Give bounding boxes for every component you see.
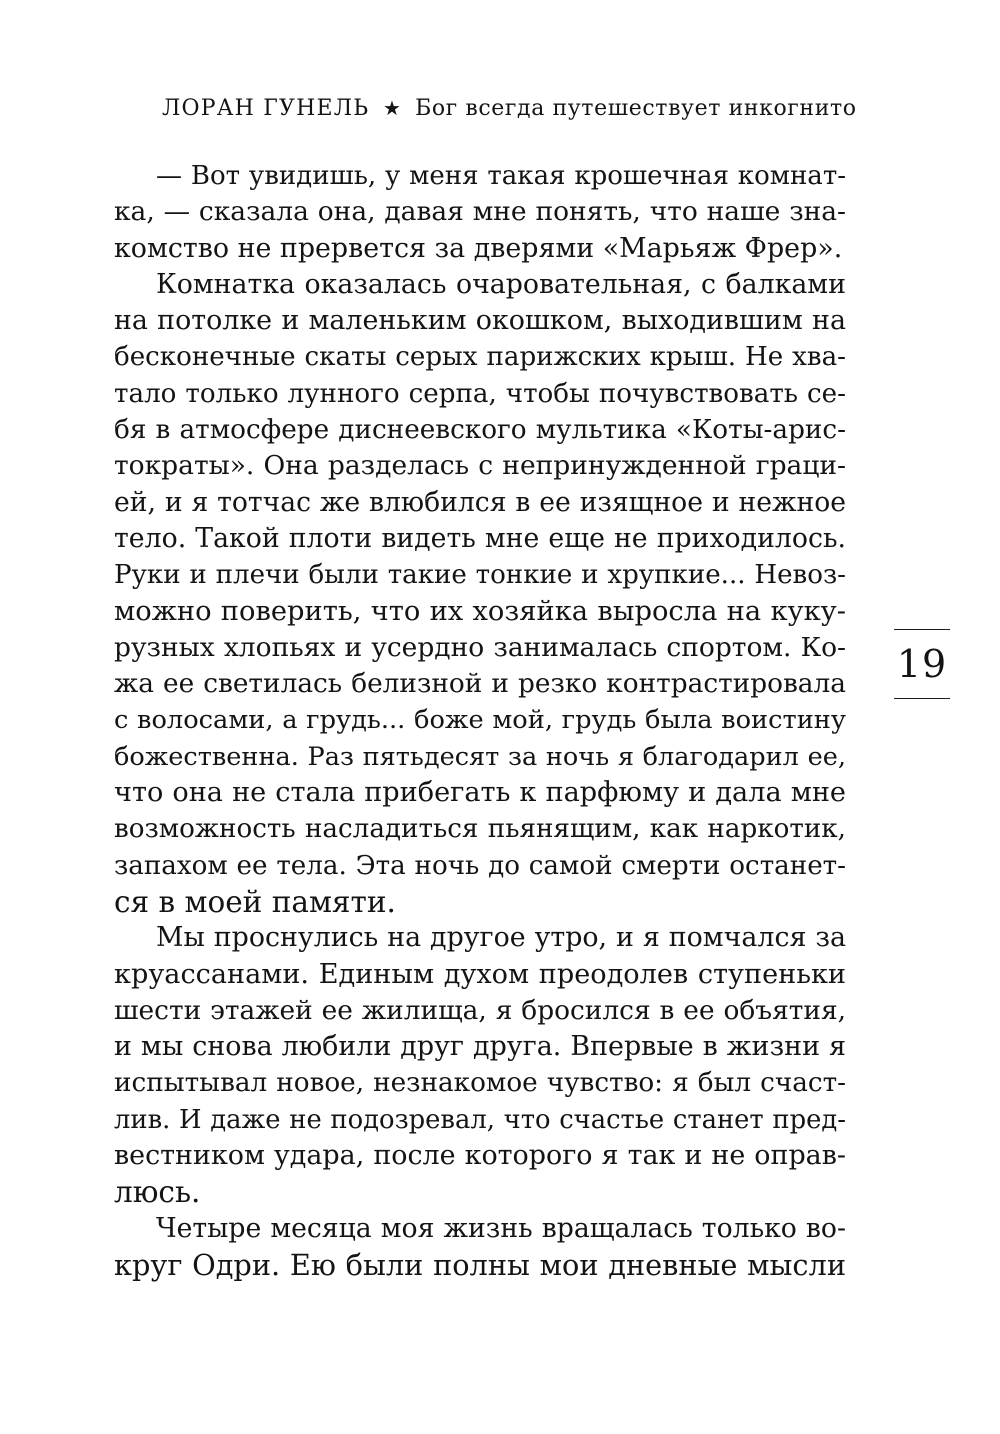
header-author: ЛОРАН ГУНЕЛЬ: [162, 96, 370, 121]
page-body: [114, 158, 846, 1283]
text-line: с волосами, а грудь... боже мой, грудь была воистину: [114, 705, 846, 736]
text-line: возможность насладиться пьянящим, как наркотик,: [114, 814, 846, 845]
text-line: комство не прервется за дверями «Марьяж Фрер».: [114, 232, 843, 264]
text-line: круг Одри. Ею были полны мои дневные мысли: [114, 1247, 846, 1282]
text-line: испытывал новое, незнакомое чувство: я был счаст-: [114, 1068, 846, 1099]
page-number-box: [894, 629, 950, 699]
text-line: ей, и я тотчас же влюбился в ее изящное и нежное: [114, 486, 846, 518]
text-line: Руки и плечи были такие тонкие и хрупкие... Невоз-: [114, 560, 846, 591]
text-line: бесконечные скаты серых парижских крыш. Не хва-: [114, 342, 846, 373]
text-line: запахом ее тела. Эта ночь до самой смерти останет-: [114, 850, 846, 881]
page-number: 19: [896, 642, 948, 686]
text-line: можно поверить, что их хозяйка выросла на куку-: [114, 595, 846, 627]
text-line: люсь.: [114, 1175, 201, 1210]
text-line: тократы». Она разделась с непринужденной граци-: [114, 450, 846, 482]
text-line: на потолке и маленьким окошком, выходившим на: [114, 305, 846, 337]
text-line: божественна. Раз пятьдесят за ночь я благодарил ее,: [114, 741, 846, 772]
text-line: ся в моей памяти.: [114, 884, 396, 919]
header-title: Бог всегда путешествует инкогнито: [415, 96, 857, 121]
text-line: тело. Такой плоти видеть мне еще не приходилось.: [114, 522, 846, 554]
text-line: Четыре месяца моя жизнь вращалась только во-: [156, 1212, 846, 1244]
text-line: тало только лунного серпа, чтобы почувствовать се-: [114, 378, 846, 409]
text-line: рузных хлопьях и усердно занималась спортом. Ко-: [114, 631, 846, 663]
text-line: — Вот увидишь, у меня такая крошечная комнат-: [156, 161, 846, 191]
text-line: Мы проснулись на другое утро, и я помчался за: [156, 922, 846, 954]
text-line: лив. И даже не подозревал, что счастье станет пред-: [114, 1104, 846, 1135]
running-header: [162, 96, 882, 121]
star-icon: ★: [382, 96, 402, 120]
text-line: Комнатка оказалась очаровательная, с балками: [156, 268, 846, 300]
text-line: шести этажей ее жилища, я бросился в ее объятия,: [114, 994, 846, 1026]
text-line: что она не стала прибегать к парфюму и дала мне: [114, 777, 846, 809]
text-line: ка, — сказала она, давая мне понять, что наше зна-: [114, 196, 846, 228]
text-line: круассанами. Единым духом преодолев ступеньки: [114, 958, 846, 990]
text-line: и мы снова любили друг друга. Впервые в жизни я: [114, 1031, 846, 1063]
text-line: бя в атмосфере диснеевского мультика «Коты-арис-: [114, 415, 846, 446]
text-line: вестником удара, после которого я так и не оправ-: [114, 1140, 846, 1172]
text-line: жа ее светилась белизной и резко контрастировала: [114, 669, 846, 700]
